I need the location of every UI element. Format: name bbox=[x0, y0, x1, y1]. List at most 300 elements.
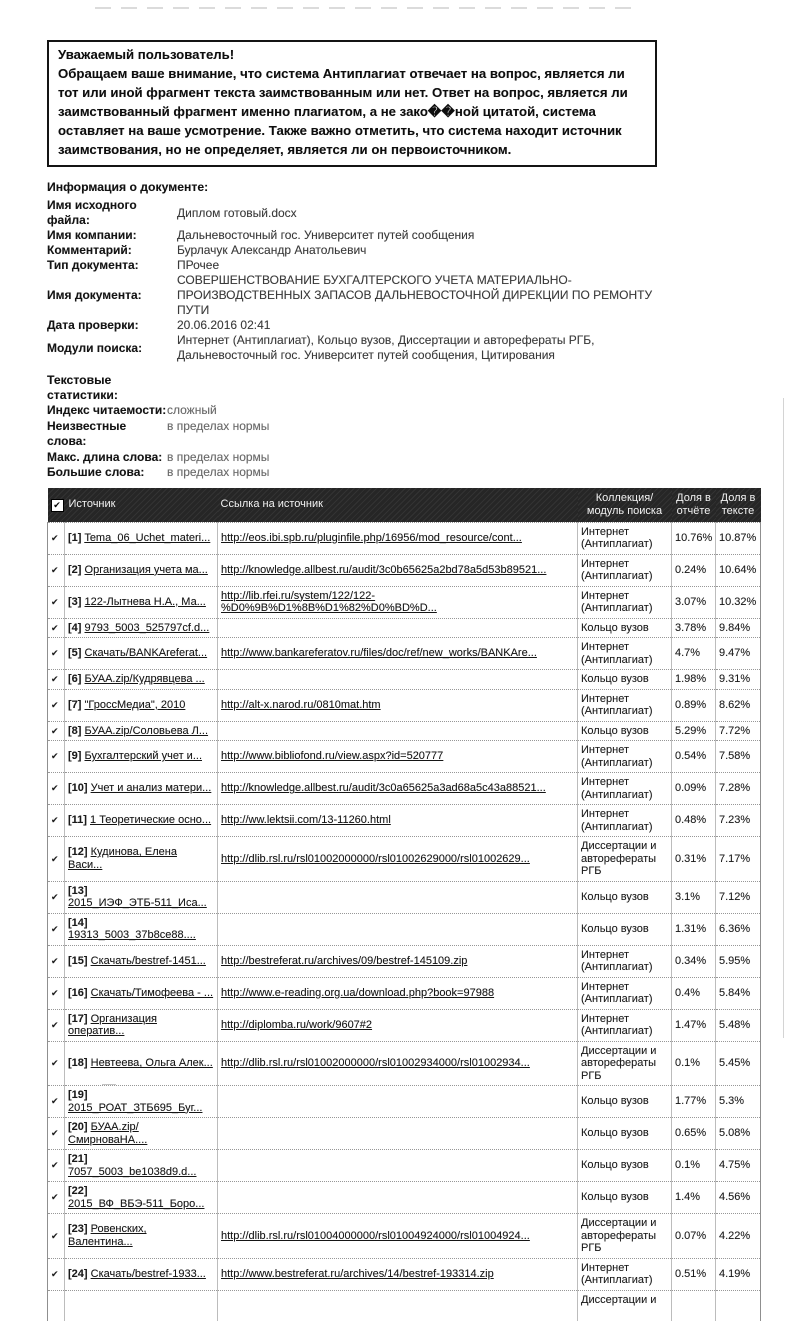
collection-cell: Кольцо вузов bbox=[578, 1150, 672, 1182]
row-checkbox-cell bbox=[48, 1258, 65, 1290]
row-checkbox[interactable]: ✔ bbox=[51, 532, 59, 543]
header-share-report-label: Доля в отчёте bbox=[672, 488, 716, 523]
source-link[interactable]: 2015_ИЭФ_ЭТБ-511_Иса... bbox=[68, 897, 207, 909]
source-link[interactable]: 122-Лытнева Н.А., Ма... bbox=[84, 595, 206, 608]
share-text-cell bbox=[716, 1290, 761, 1321]
header-url-label: Ссылка на источник bbox=[218, 488, 578, 523]
text-stats-fields bbox=[47, 403, 762, 481]
source-number: [14] bbox=[68, 916, 88, 929]
table-row bbox=[48, 554, 761, 586]
row-checkbox-cell bbox=[48, 837, 65, 882]
share-report-cell: 1.47% bbox=[672, 1009, 716, 1041]
source-number: [9] bbox=[68, 750, 82, 763]
share-report-cell: 1.98% bbox=[672, 670, 716, 690]
row-checkbox[interactable]: ✔ bbox=[51, 1160, 59, 1171]
document-info-row bbox=[47, 333, 762, 363]
table-row bbox=[48, 618, 761, 638]
share-report-cell: 3.1% bbox=[672, 881, 716, 913]
row-checkbox-cell bbox=[48, 805, 65, 837]
source-link[interactable]: 9793_5003_525797cf.d... bbox=[84, 621, 210, 634]
sources-table-body bbox=[48, 522, 761, 1321]
collection-cell: Диссертации и авторефераты РГБ bbox=[578, 1041, 672, 1086]
source-url-cell bbox=[218, 977, 578, 1009]
stat-field-value: в пределах нормы bbox=[167, 449, 270, 464]
source-link[interactable]: "ГроссМедиа", 2010 bbox=[84, 698, 186, 711]
row-checkbox[interactable]: ✔ bbox=[51, 1192, 59, 1203]
select-all-checkbox[interactable]: ✔ bbox=[51, 499, 64, 512]
source-cell bbox=[65, 1009, 218, 1041]
source-cell bbox=[65, 1182, 218, 1214]
source-cell bbox=[65, 638, 218, 670]
document-info-row bbox=[47, 318, 762, 333]
row-checkbox[interactable]: ✔ bbox=[51, 1128, 59, 1139]
source-cell bbox=[65, 1214, 218, 1259]
source-number: [20] bbox=[68, 1121, 88, 1133]
text-stats-title: Текстовые статистики: bbox=[47, 373, 118, 402]
header-share-text-label: Доля в тексте bbox=[716, 488, 761, 523]
share-text-cell: 5.3% bbox=[716, 1086, 761, 1118]
share-text-cell: 10.32% bbox=[716, 586, 761, 618]
table-row bbox=[48, 1041, 761, 1086]
share-text-cell: 4.22% bbox=[716, 1214, 761, 1259]
document-info-row bbox=[47, 273, 762, 318]
row-checkbox-cell bbox=[48, 881, 65, 913]
source-number: [18] bbox=[68, 1057, 88, 1069]
table-row bbox=[48, 1086, 761, 1118]
warning-title: Уважаемый пользователь! bbox=[58, 47, 235, 62]
source-cell bbox=[65, 977, 218, 1009]
source-link[interactable]: Tema_06_Uchet_materi... bbox=[84, 531, 211, 544]
share-report-cell: 0.4% bbox=[672, 977, 716, 1009]
table-row bbox=[48, 1150, 761, 1182]
text-stat-row bbox=[47, 419, 762, 450]
row-checkbox[interactable]: ✔ bbox=[51, 955, 59, 966]
share-report-cell: 10.76% bbox=[672, 522, 716, 554]
source-url-cell bbox=[218, 913, 578, 945]
share-text-cell: 8.62% bbox=[716, 689, 761, 721]
source-cell bbox=[65, 837, 218, 882]
source-cell bbox=[65, 689, 218, 721]
source-link[interactable]: Скачать/BANKAreferat... bbox=[84, 647, 208, 660]
row-checkbox-cell bbox=[48, 638, 65, 670]
source-number: [12] bbox=[68, 846, 88, 859]
source-url-cell bbox=[218, 689, 578, 721]
share-report-cell: 0.89% bbox=[672, 689, 716, 721]
row-checkbox-cell bbox=[48, 1290, 65, 1321]
share-text-cell: 7.58% bbox=[716, 741, 761, 773]
collection-cell: Интернет (Антиплагиат) bbox=[578, 586, 672, 618]
table-row bbox=[48, 1214, 761, 1259]
share-report-cell: 0.24% bbox=[672, 554, 716, 586]
row-checkbox-cell bbox=[48, 1086, 65, 1118]
info-field-label: Имя исходного файла: bbox=[47, 198, 137, 227]
collection-cell: Интернет (Антиплагиат) bbox=[578, 1258, 672, 1290]
share-text-cell: 5.95% bbox=[716, 945, 761, 977]
source-url-cell bbox=[218, 554, 578, 586]
collection-cell: Кольцо вузов bbox=[578, 1182, 672, 1214]
source-link[interactable]: Скачать/bestref-1451... bbox=[90, 954, 206, 967]
source-url-link[interactable]: http://ww.lektsii.com/13-11260.html bbox=[221, 814, 391, 827]
source-url-cell bbox=[218, 805, 578, 837]
source-cell bbox=[65, 1118, 218, 1150]
source-url-cell bbox=[218, 1150, 578, 1182]
collection-cell: Интернет (Антиплагиат) bbox=[578, 689, 672, 721]
source-url-link[interactable]: http://lib.rfei.ru/system/122/122-%D0%9B%D1%8B%D1%82%D0%BD%D... bbox=[221, 589, 437, 614]
table-row bbox=[48, 945, 761, 977]
source-number: [24] bbox=[68, 1267, 88, 1280]
share-report-cell: 1.77% bbox=[672, 1086, 716, 1118]
document-info-row bbox=[47, 243, 762, 258]
source-link[interactable]: Учет и анализ матери... bbox=[90, 782, 212, 795]
share-text-cell: 7.17% bbox=[716, 837, 761, 882]
source-link[interactable]: 2015_РОАТ_ЗТБ695_Буг... bbox=[68, 1101, 203, 1114]
stat-field-label: Индекс читаемости: bbox=[47, 403, 167, 417]
source-cell bbox=[65, 522, 218, 554]
source-url-cell bbox=[218, 721, 578, 741]
source-url-cell bbox=[218, 670, 578, 690]
table-row bbox=[48, 721, 761, 741]
table-row bbox=[48, 670, 761, 690]
row-checkbox[interactable]: ✔ bbox=[51, 891, 59, 902]
info-field-label: Тип документа: bbox=[47, 258, 139, 272]
text-stat-row bbox=[47, 450, 762, 466]
stat-field-value: в пределах нормы bbox=[167, 465, 270, 479]
source-link[interactable]: 7057_5003_be1038d9.d... bbox=[68, 1165, 197, 1178]
source-number: [21] bbox=[68, 1153, 88, 1165]
source-url-cell bbox=[218, 945, 578, 977]
document-info-fields bbox=[47, 198, 762, 363]
source-number: [22] bbox=[68, 1185, 88, 1197]
share-report-cell: 0.54% bbox=[672, 741, 716, 773]
source-url-cell bbox=[218, 1009, 578, 1041]
source-number: [15] bbox=[68, 954, 88, 967]
source-cell bbox=[65, 881, 218, 913]
stat-field-value: в пределах нормы bbox=[167, 418, 270, 433]
share-text-cell: 10.87% bbox=[716, 522, 761, 554]
row-checkbox-cell bbox=[48, 977, 65, 1009]
source-url-link[interactable]: http://dlib.rsl.ru/rsl01004000000/rsl01004924000/rsl01004924... bbox=[221, 1229, 530, 1242]
warning-body: Обращаем ваше внимание, что система Антиплагиат отвечает на вопрос, является ли тот или иной фрагмент текста заимствованным или нет. Ответ на вопрос, является ли заимствованный фрагмент именно плагиатом, а не зако��ной цитатой, система оставляет на ваше усмотрение. Также важно отметить, что система находит источник заимствования, но не определяет, является ли он первоисточником. bbox=[58, 66, 628, 157]
source-url-cell bbox=[218, 1290, 578, 1321]
info-field-value: Дальневосточный гос. Университет путей сообщения bbox=[177, 228, 475, 242]
source-link[interactable]: Невтеева, Ольга Алек... bbox=[90, 1057, 213, 1069]
source-link[interactable]: Организация учета ма... bbox=[84, 563, 208, 576]
share-report-cell: 3.78% bbox=[672, 618, 716, 638]
source-url-link[interactable]: http://alt-x.narod.ru/0810mat.htm bbox=[221, 698, 381, 711]
row-checkbox-cell bbox=[48, 522, 65, 554]
row-checkbox-cell bbox=[48, 1182, 65, 1214]
stat-field-label: Неизвестные слова: bbox=[47, 418, 127, 448]
collection-cell: Диссертации и авторефераты РГБ bbox=[578, 837, 672, 882]
source-cell bbox=[65, 1150, 218, 1182]
source-url-cell bbox=[218, 1214, 578, 1259]
source-link[interactable]: 1 Теоретические осно... bbox=[90, 814, 212, 827]
collection-cell: Интернет (Антиплагиат) bbox=[578, 554, 672, 586]
row-checkbox-cell bbox=[48, 1118, 65, 1150]
share-report-cell: 5.29% bbox=[672, 721, 716, 741]
row-checkbox[interactable]: ✔ bbox=[51, 699, 59, 710]
sources-table bbox=[47, 488, 761, 1321]
text-stat-row bbox=[47, 403, 762, 419]
info-field-label: Комментарий: bbox=[47, 243, 132, 257]
collection-cell: Интернет (Антиплагиат) bbox=[578, 977, 672, 1009]
table-row bbox=[48, 1118, 761, 1150]
source-url-cell bbox=[218, 586, 578, 618]
row-checkbox[interactable]: ✔ bbox=[51, 648, 59, 659]
row-checkbox-cell bbox=[48, 586, 65, 618]
table-row bbox=[48, 689, 761, 721]
source-url-link[interactable]: http://dlib.rsl.ru/rsl01002000000/rsl01002629000/rsl01002629... bbox=[221, 852, 530, 865]
collection-cell: Интернет (Антиплагиат) bbox=[578, 805, 672, 837]
share-text-cell: 4.19% bbox=[716, 1258, 761, 1290]
share-text-cell: 4.56% bbox=[716, 1182, 761, 1214]
source-link[interactable]: Организация оператив... bbox=[68, 1012, 157, 1037]
table-row bbox=[48, 1258, 761, 1290]
table-row bbox=[48, 1290, 761, 1321]
source-url-link[interactable]: http://eos.ibi.spb.ru/pluginfile.php/16956/mod_resource/cont... bbox=[221, 531, 522, 544]
source-url-link[interactable]: http://www.bestreferat.ru/archives/14/bestref-193314.zip bbox=[221, 1267, 494, 1280]
table-row bbox=[48, 741, 761, 773]
collection-cell: Кольцо вузов bbox=[578, 1086, 672, 1118]
share-text-cell: 4.75% bbox=[716, 1150, 761, 1182]
table-row bbox=[48, 977, 761, 1009]
share-text-cell: 7.12% bbox=[716, 881, 761, 913]
source-number: [4] bbox=[68, 621, 82, 634]
share-text-cell: 9.84% bbox=[716, 618, 761, 638]
source-link[interactable]: Кудинова, Елена Васи... bbox=[68, 846, 177, 871]
source-number: [17] bbox=[68, 1012, 88, 1025]
share-report-cell: 0.1% bbox=[672, 1041, 716, 1086]
row-checkbox-cell bbox=[48, 554, 65, 586]
share-text-cell: 7.72% bbox=[716, 721, 761, 741]
warning-box bbox=[47, 40, 657, 167]
table-row bbox=[48, 837, 761, 882]
share-report-cell: 3.07% bbox=[672, 586, 716, 618]
info-field-label: Дата проверки: bbox=[47, 318, 139, 332]
share-report-cell: 1.4% bbox=[672, 1182, 716, 1214]
row-checkbox[interactable]: ✔ bbox=[51, 1058, 59, 1068]
source-url-cell bbox=[218, 773, 578, 805]
stat-field-label: Большие слова: bbox=[47, 465, 145, 479]
row-checkbox[interactable]: ✔ bbox=[51, 1019, 59, 1030]
table-row bbox=[48, 522, 761, 554]
share-text-cell: 5.48% bbox=[716, 1009, 761, 1041]
source-number: [10] bbox=[68, 782, 88, 795]
source-link[interactable]: БУАА.zip/Кудрявцева ... bbox=[84, 673, 205, 685]
collection-cell: Интернет (Антиплагиат) bbox=[578, 1009, 672, 1041]
source-number: [8] bbox=[68, 724, 82, 737]
row-checkbox-cell bbox=[48, 721, 65, 741]
source-number: [6] bbox=[68, 673, 82, 685]
scan-artifact-right-line bbox=[783, 398, 784, 1038]
share-text-cell: 7.23% bbox=[716, 805, 761, 837]
table-row bbox=[48, 805, 761, 837]
source-cell bbox=[65, 1258, 218, 1290]
text-stat-row bbox=[47, 465, 762, 481]
source-url-cell bbox=[218, 741, 578, 773]
info-field-label: Имя документа: bbox=[47, 288, 142, 302]
row-checkbox-cell bbox=[48, 945, 65, 977]
collection-cell: Диссертации и авторефераты РГБ bbox=[578, 1214, 672, 1259]
source-url-cell bbox=[218, 522, 578, 554]
source-cell bbox=[65, 773, 218, 805]
source-url-cell bbox=[218, 638, 578, 670]
share-report-cell: 0.51% bbox=[672, 1258, 716, 1290]
table-row bbox=[48, 638, 761, 670]
row-checkbox[interactable]: ✔ bbox=[51, 1268, 59, 1279]
info-field-value: 20.06.2016 02:41 bbox=[177, 318, 271, 332]
source-cell bbox=[65, 741, 218, 773]
share-report-cell bbox=[672, 1290, 716, 1321]
table-row bbox=[48, 1182, 761, 1214]
collection-cell: Кольцо вузов bbox=[578, 618, 672, 638]
row-checkbox[interactable]: ✔ bbox=[51, 923, 59, 934]
source-cell bbox=[65, 913, 218, 945]
document-info-title: Информация о документе: bbox=[47, 180, 209, 194]
source-link[interactable]: 2015_ВФ_ВБЭ-511_Боро... bbox=[68, 1197, 205, 1210]
source-url-cell bbox=[218, 881, 578, 913]
row-checkbox-cell bbox=[48, 741, 65, 773]
source-number: [7] bbox=[68, 698, 82, 711]
row-checkbox[interactable]: ✔ bbox=[51, 751, 59, 762]
header-collection-label: Коллекция/ модуль поиска bbox=[578, 488, 672, 523]
row-checkbox[interactable]: ✔ bbox=[51, 596, 59, 607]
row-checkbox-cell bbox=[48, 1150, 65, 1182]
source-number: [3] bbox=[68, 595, 82, 608]
collection-cell: Кольцо вузов bbox=[578, 670, 672, 690]
source-cell bbox=[65, 721, 218, 741]
row-checkbox-cell bbox=[48, 913, 65, 945]
source-url-link[interactable]: http://www.bankareferatov.ru/files/doc/ref/new_works/BANKAre... bbox=[221, 647, 537, 660]
row-checkbox[interactable]: ✔ bbox=[51, 725, 59, 736]
source-cell bbox=[65, 586, 218, 618]
sources-table-header bbox=[48, 488, 761, 523]
source-link[interactable]: Скачать/Тимофеева - ... bbox=[90, 986, 214, 999]
source-number: [13] bbox=[68, 884, 88, 897]
source-link[interactable]: Бухгалтерский учет и... bbox=[84, 750, 202, 763]
source-number: [23] bbox=[68, 1223, 88, 1236]
source-cell bbox=[65, 670, 218, 690]
row-checkbox[interactable]: ✔ bbox=[51, 674, 59, 684]
source-cell bbox=[65, 554, 218, 586]
collection-cell: Интернет (Антиплагиат) bbox=[578, 522, 672, 554]
row-checkbox[interactable]: ✔ bbox=[51, 622, 59, 633]
share-report-cell: 0.31% bbox=[672, 837, 716, 882]
source-number: [16] bbox=[68, 986, 88, 999]
row-checkbox-cell bbox=[48, 689, 65, 721]
document-info-row bbox=[47, 198, 762, 228]
stat-field-value: сложный bbox=[167, 403, 217, 417]
source-url-link[interactable]: http://www.e-reading.org.ua/download.php?book=97988 bbox=[221, 986, 495, 999]
source-link[interactable]: БУАА.zip/СмирноваНА.... bbox=[68, 1121, 148, 1146]
source-url-link[interactable]: http://diplomba.ru/work/9607#2 bbox=[221, 1018, 373, 1031]
source-link[interactable]: 19313_5003_37b8ce88.... bbox=[68, 929, 196, 941]
source-url-cell bbox=[218, 618, 578, 638]
row-checkbox[interactable]: ✔ bbox=[51, 987, 59, 998]
header-source-cell bbox=[48, 488, 218, 523]
info-field-value: Бурлачук Александр Анатольевич bbox=[177, 243, 367, 257]
collection-cell: Диссертации и bbox=[578, 1290, 672, 1321]
source-link[interactable]: Ровенских, Валентина... bbox=[68, 1223, 147, 1248]
collection-cell: Интернет (Антиплагиат) bbox=[578, 638, 672, 670]
source-url-link[interactable]: http://knowledge.allbest.ru/audit/3c0a65625a3ad68a5c43a88521... bbox=[221, 782, 546, 795]
source-url-link[interactable]: http://bestreferat.ru/archives/09/bestref-145109.zip bbox=[221, 954, 468, 967]
collection-cell: Кольцо вузов bbox=[578, 721, 672, 741]
source-url-cell bbox=[218, 1086, 578, 1118]
document-info-row bbox=[47, 228, 762, 243]
row-checkbox-cell bbox=[48, 1009, 65, 1041]
share-report-cell: 0.09% bbox=[672, 773, 716, 805]
share-report-cell: 0.65% bbox=[672, 1118, 716, 1150]
collection-cell: Интернет (Антиплагиат) bbox=[578, 741, 672, 773]
share-text-cell: 5.45% bbox=[716, 1041, 761, 1086]
source-url-link[interactable]: http://knowledge.allbest.ru/audit/3c0b65625a2bd78a5d53b89521... bbox=[221, 563, 547, 576]
document-info-row bbox=[47, 258, 762, 273]
source-url-cell bbox=[218, 1182, 578, 1214]
source-number: [1] bbox=[68, 531, 82, 544]
share-report-cell: 0.34% bbox=[672, 945, 716, 977]
row-checkbox-cell bbox=[48, 1214, 65, 1259]
info-field-value: СОВЕРШЕНСТВОВАНИЕ БУХГАЛТЕРСКОГО УЧЕТА МАТЕРИАЛЬНО-ПРОИЗВОДСТВЕННЫХ ЗАПАСОВ ДАЛЬНЕВОСТОЧНОЙ ДИРЕКЦИИ ПО РЕМОНТУ ПУТИ bbox=[177, 273, 653, 317]
row-checkbox[interactable]: ✔ bbox=[51, 1230, 59, 1241]
source-cell bbox=[65, 945, 218, 977]
row-checkbox[interactable]: ✔ bbox=[51, 815, 59, 826]
table-row bbox=[48, 773, 761, 805]
share-report-cell: 4.7% bbox=[672, 638, 716, 670]
share-text-cell: 9.31% bbox=[716, 670, 761, 690]
source-url-cell bbox=[218, 1118, 578, 1150]
row-checkbox[interactable]: ✔ bbox=[51, 564, 59, 575]
share-text-cell: 5.08% bbox=[716, 1118, 761, 1150]
info-field-value: ПРочее bbox=[177, 258, 220, 272]
row-checkbox[interactable]: ✔ bbox=[51, 1096, 59, 1107]
scan-artifact-top bbox=[95, 7, 635, 9]
table-row bbox=[48, 881, 761, 913]
row-checkbox-cell bbox=[48, 1041, 65, 1086]
row-checkbox[interactable]: ✔ bbox=[51, 853, 59, 864]
table-row bbox=[48, 913, 761, 945]
share-text-cell: 9.47% bbox=[716, 638, 761, 670]
source-number: [19] bbox=[68, 1089, 88, 1101]
source-link[interactable]: Скачать/bestref-1933... bbox=[90, 1267, 206, 1280]
source-link[interactable]: БУАА.zip/Соловьева Л... bbox=[84, 724, 209, 737]
info-field-value: Диплом готовый.docx bbox=[177, 205, 297, 220]
row-checkbox-cell bbox=[48, 773, 65, 805]
source-url-link[interactable]: http://www.bibliofond.ru/view.aspx?id=520777 bbox=[221, 750, 444, 763]
stat-field-label: Макс. длина слова: bbox=[47, 449, 163, 464]
share-report-cell: 0.1% bbox=[672, 1150, 716, 1182]
row-checkbox-cell bbox=[48, 670, 65, 690]
table-row bbox=[48, 1009, 761, 1041]
share-text-cell: 5.84% bbox=[716, 977, 761, 1009]
source-url-link[interactable]: http://dlib.rsl.ru/rsl01002000000/rsl01002934000/rsl01002934... bbox=[221, 1057, 530, 1069]
collection-cell: Интернет (Антиплагиат) bbox=[578, 945, 672, 977]
share-text-cell: 6.36% bbox=[716, 913, 761, 945]
source-cell bbox=[65, 805, 218, 837]
collection-cell: Интернет (Антиплагиат) bbox=[578, 773, 672, 805]
share-report-cell: 0.48% bbox=[672, 805, 716, 837]
row-checkbox-cell bbox=[48, 618, 65, 638]
info-field-label: Модули поиска: bbox=[47, 340, 143, 355]
source-url-cell bbox=[218, 1258, 578, 1290]
source-url-cell bbox=[218, 837, 578, 882]
collection-cell: Кольцо вузов bbox=[578, 1118, 672, 1150]
collection-cell: Кольцо вузов bbox=[578, 913, 672, 945]
share-report-cell: 0.07% bbox=[672, 1214, 716, 1259]
row-checkbox[interactable]: ✔ bbox=[51, 783, 59, 794]
source-number: [2] bbox=[68, 563, 82, 576]
source-cell bbox=[65, 1041, 218, 1086]
